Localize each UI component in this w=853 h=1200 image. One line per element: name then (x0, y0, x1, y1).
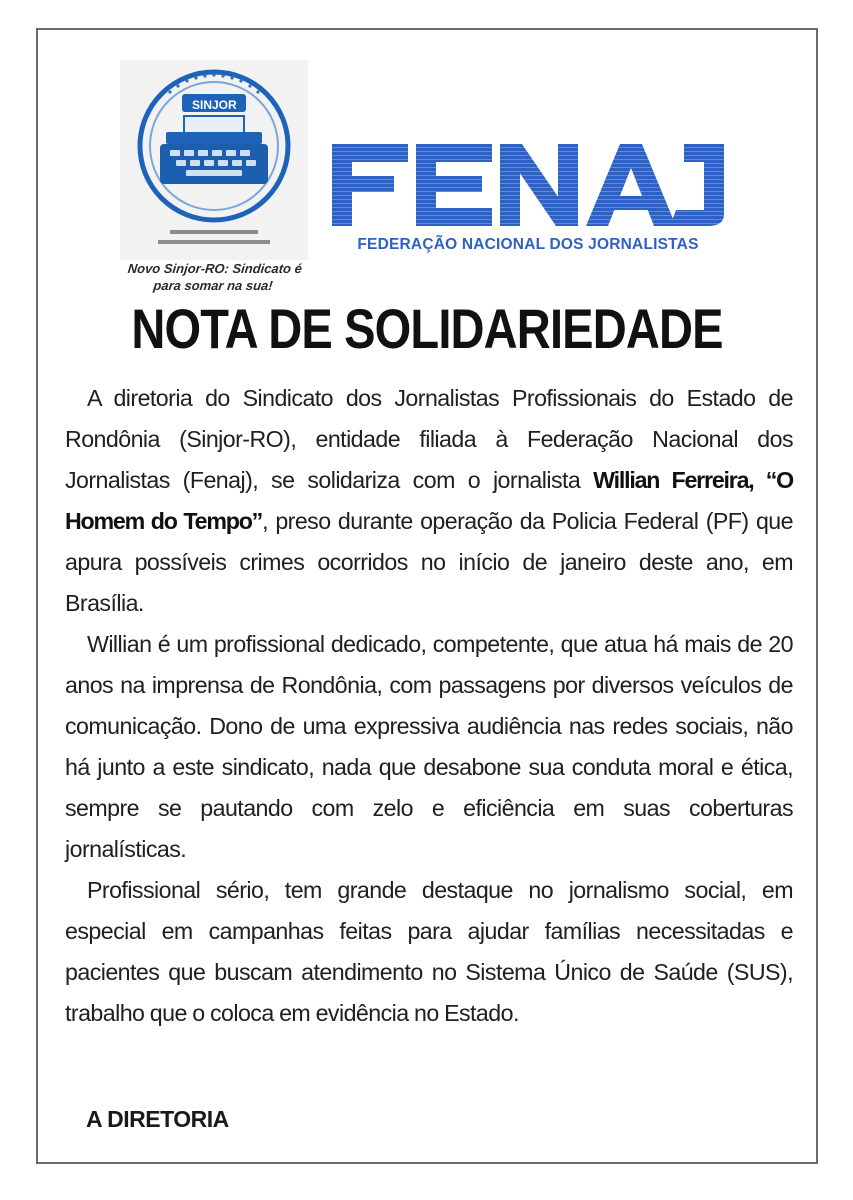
sinjor-logo (120, 60, 308, 300)
paragraph-1-intro: A diretoria do Sindicato dos Jornalistas Profissionais do Estado de Rondônia (Sinjor-RO), entidade filiada à Federação Nacional dos Jornalistas (Fenaj), se solidariza com o jornalista (65, 385, 793, 493)
paragraph-3: Profissional sério, tem grande destaque no jornalismo social, em especial em campanhas feitas para ajudar famílias necessitadas e pacientes que buscam atendimento no Sistema Único de Saúde (SUS), trabalho que o coloca em evidência no Estado. (65, 877, 793, 1026)
paragraph-2: Willian é um profissional dedicado, competente, que atua há mais de 20 anos na imprensa de Rondônia, com passagens por diversos veículos de comunicação. Dono de uma expressiva audiência nas redes sociais, não há junto a este sindicato, nada que desabone sua conduta moral e ética, sempre se pautando com zelo e eficiência em suas coberturas jornalísticas. (65, 631, 793, 862)
sinjor-tagline (112, 260, 316, 294)
typewriter-icon (130, 60, 298, 260)
fenaj-wordmark (332, 144, 724, 226)
sinjor-logo-label: SINJOR (192, 98, 237, 112)
paragraph-1 (65, 378, 793, 624)
sinjor-tagline-line2: para somar na sua! (152, 278, 274, 293)
sinjor-tagline-line1: Novo Sinjor-RO: Sindicato é (127, 261, 303, 276)
paragraph-1-rest: , preso durante operação da Policia Federal (PF) que apura possíveis crimes ocorridos no início de janeiro deste ano, em Brasília. (65, 508, 793, 616)
document-body (65, 378, 793, 1034)
document-title: NOTA DE SOLIDARIEDADE (131, 297, 723, 360)
document-frame (36, 28, 818, 1164)
journalist-name: Willian Ferreira, “O Homem do Tempo” (65, 467, 793, 534)
fenaj-subtitle: FEDERAÇÃO NACIONAL DOS JORNALISTAS (357, 236, 699, 253)
fenaj-logo (332, 144, 724, 264)
signature: A DIRETORIA (86, 1106, 229, 1132)
